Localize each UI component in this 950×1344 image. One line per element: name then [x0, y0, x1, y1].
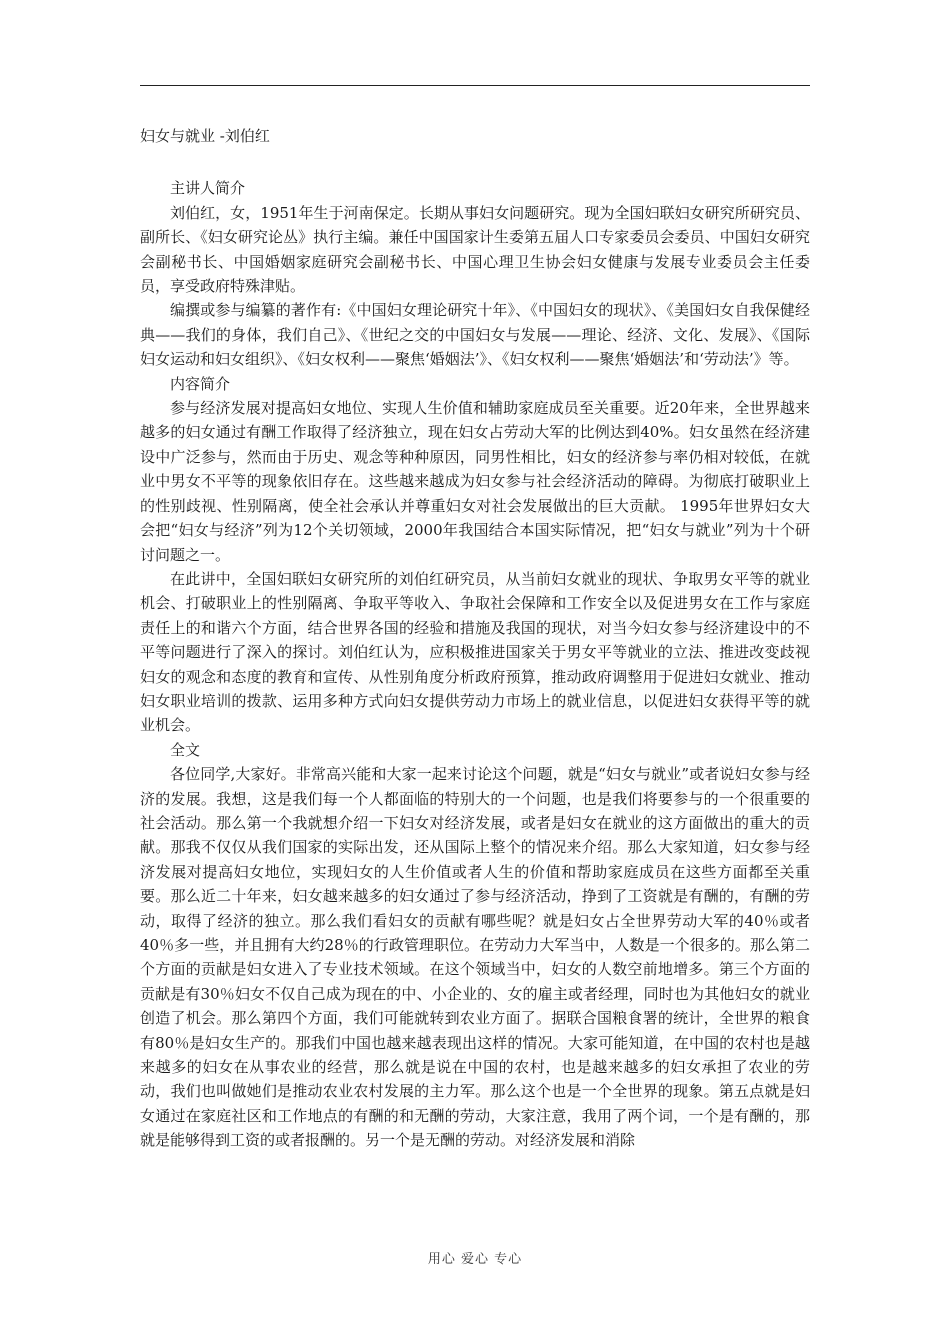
section-heading-speaker: 主讲人简介 [170, 179, 246, 198]
document-body [140, 124, 810, 1153]
summary-paragraph-2: 在此讲中，全国妇联妇女研究所的刘伯红研究员，从当前妇女就业的现状、争取男女平等的就业机会、打破职业上的性别隔离、争取平等收入、争取社会保障和工作安全以及促进男女在工作与家庭责任上的和谐六个方面，结合世界各国的经验和措施及我国的现状，对当今妇女参与经济建设中的不平等问题进行了深入的探讨。刘伯红认为，应积极推进国家关于男女平等就业的立法、推进改变歧视妇女的观念和态度的教育和宣传、从性别角度分析政府预算，推动政府调整用于促进妇女就业、推动妇女职业培训的拨款、运用多种方式向妇女提供劳动力市场上的就业信息，以促进妇女获得平等的就业机会。 [140, 569, 810, 735]
page-footer: 用心 爱心 专心 [427, 1252, 523, 1267]
speaker-works-paragraph: 编撰或参与编纂的著作有:《中国妇女理论研究十年》、《中国妇女的现状》、《美国妇女自我保健经典——我们的身体，我们自己》、《世纪之交的中国妇女与发展——理论、经济、文化、发展》、《国际妇女运动和妇女组织》、《妇女权利——聚焦‘婚姻法’》、《妇女权利——聚焦‘婚姻法’和‘劳动法’》等。 [140, 301, 810, 369]
speaker-bio-paragraph: 刘伯红，女，1951年生于河南保定。长期从事妇女问题研究。现为全国妇联妇女研究所研究员、副所长、《妇女研究论丛》执行主编。兼任中国国家计生委第五届人口专家委员会委员、中国妇女研究会副秘书长、中国婚姻家庭研究会副秘书长、中国心理卫生协会妇女健康与发展专业委员会主任委员，享受政府特殊津贴。 [140, 203, 810, 296]
header-rule [140, 85, 810, 86]
summary-paragraph-1: 参与经济发展对提高妇女地位、实现人生价值和辅助家庭成员至关重要。近20年来，全世界越来越多的妇女通过有酬工作取得了经济独立，现在妇女占劳动大军的比例达到40%。妇女虽然在经济建设中广泛参与，然而由于历史、观念等种种原因，同男性相比，妇女的经济参与率仍相对较低，在就业中男女不平等的现象依旧存在。这些越来越成为妇女参与社会经济活动的障碍。为彻底打破职业上的性别歧视、性别隔离，使全社会承认并尊重妇女对社会发展做出的巨大贡献。 1995年世界妇女大会把“妇女与经济”列为12个关切领域，2000年我国结合本国实际情况，把“妇女与就业”列为十个研讨问题之一。 [140, 399, 810, 564]
fulltext-paragraph-1: 各位同学,大家好。非常高兴能和大家一起来讨论这个问题，就是“妇女与就业”或者说妇女参与经济的发展。我想，这是我们每一个人都面临的特别大的一个问题，也是我们将要参与的一个很重要的社会活动。那么第一个我就想介绍一下妇女对经济发展，或者是妇女在就业的这方面做出的重大的贡献。那我不仅仅从我们国家的实际出发，还从国际上整个的情况来介绍。那么大家知道，妇女参与经济发展对提高妇女地位，实现妇女的人生价值或者人生的价值和帮助家庭成员在这些方面都至关重要。那么近二十年来，妇女越来越多的妇女通过了参与经济活动，挣到了工资就是有酬的，有酬的劳动，取得了经济的独立。那么我们看妇女的贡献有哪些呢？就是妇女占全世界劳动大军的40％或者40％多一些，并且拥有大约28％的行政管理职位。在劳动力大军当中，人数是一个很多的。那么第二个方面的贡献是妇女进入了专业技术领域。在这个领域当中，妇女的人数空前地增多。第三个方面的贡献是有30％妇女不仅自己成为现在的中、小企业的、女的雇主或者经理，同时也为其他妇女的就业创造了机会。那么第四个方面，我们可能就转到农业方面了。据联合国粮食署的统计，全世界的粮食有80％是妇女生产的。那我们中国也越来越表现出这样的情况。大家可能知道，在中国的农村也是越来越多的妇女在从事农业的经营，那么就是说在中国的农村，也是越来越多的妇女承担了农业的劳动，我们也叫做她们是推动农业农村发展的主力军。那么这个也是一个全世界的现象。第五点就是妇女通过在家庭社区和工作地点的有酬的和无酬的劳动，大家注意，我用了两个词，一个是有酬的，那就是能够得到工资的或者报酬的。另一个是无酬的劳动。对经济发展和消除 [140, 765, 810, 1150]
document-title: 妇女与就业 -刘伯红 [140, 127, 270, 145]
section-heading-summary: 内容简介 [170, 374, 231, 393]
section-heading-fulltext: 全文 [170, 740, 201, 759]
